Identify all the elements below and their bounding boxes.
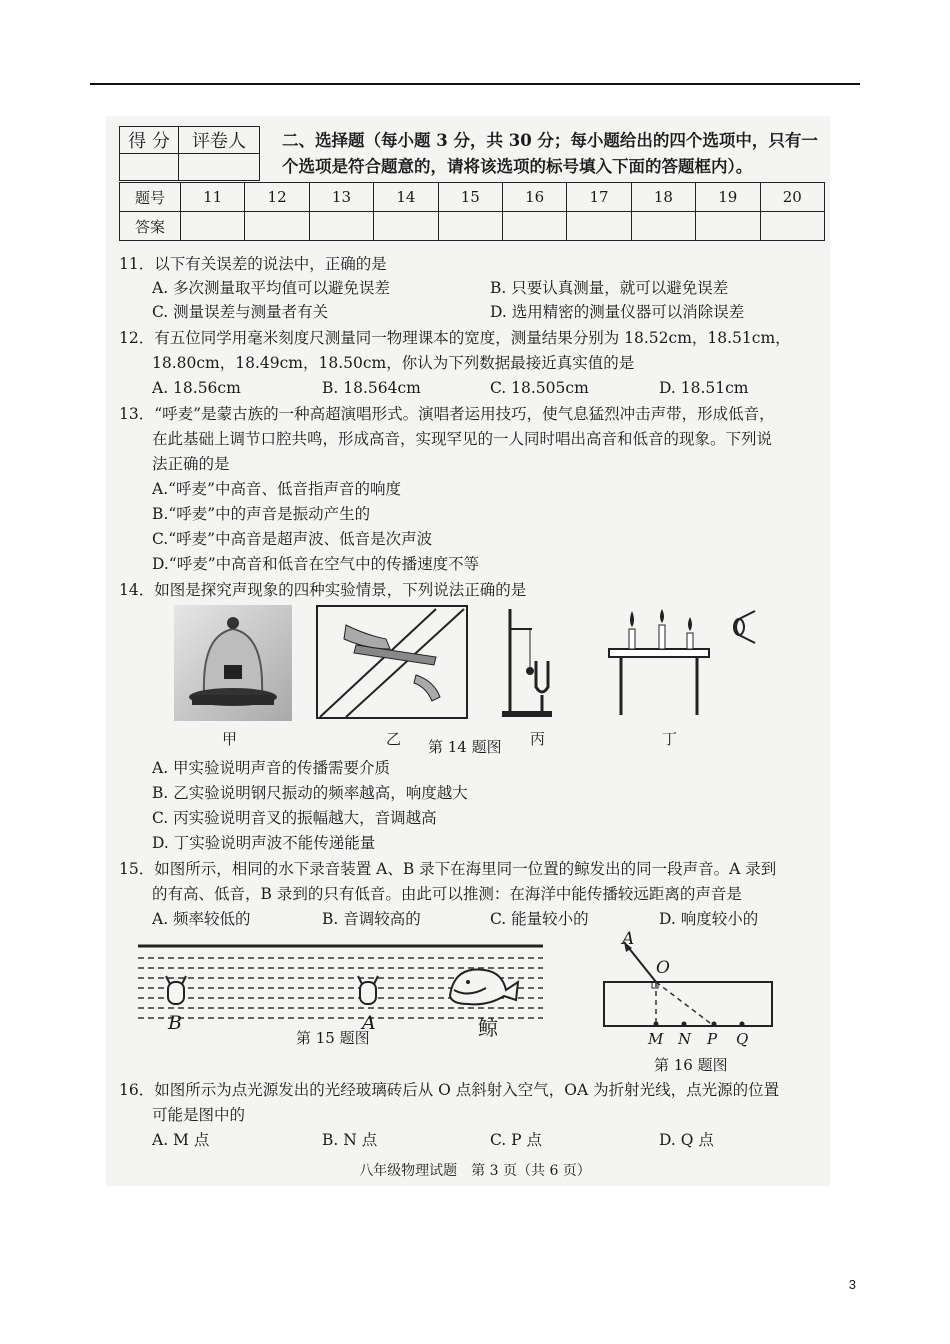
q15-stem-2: 的有高、低音，B 录到的只有低音。由此可以推测：在海洋中能传播较远距离的声音是: [152, 885, 742, 903]
qnum-cell: 18: [631, 183, 695, 212]
fig16-caption: 第 16 题图: [654, 1056, 728, 1074]
q16-option-d: D. Q 点: [659, 1131, 714, 1149]
q15-option-a: A. 频率较低的: [152, 910, 251, 928]
q13-option-d: D.“呼麦”中高音和低音在空气中的传播速度不等: [152, 555, 480, 573]
score-label: 得 分: [120, 127, 179, 154]
answer-cell[interactable]: [567, 212, 631, 241]
qnum-cell: 14: [374, 183, 438, 212]
answer-table: [119, 182, 825, 241]
qnum-cell: 15: [438, 183, 502, 212]
q11-stem: 11．以下有关误差的说法中，正确的是: [119, 255, 387, 273]
section-title-line2: 个选项是符合题意的，请将该选项的标号填入下面的答题框内）。: [282, 157, 753, 176]
q13-option-a: A.“呼麦”中高音、低音指声音的响度: [152, 480, 401, 498]
fig15-label-whale: 鲸: [478, 1016, 498, 1040]
fig16-point-m: M: [648, 1030, 664, 1048]
fig15-label-b: B: [168, 1012, 182, 1034]
score-box: [119, 126, 260, 181]
qnum-cell: 20: [760, 183, 824, 212]
q13-option-c: C.“呼麦”中高音是超声波、低音是次声波: [152, 530, 433, 548]
q16-option-a: A. M 点: [152, 1131, 210, 1149]
q12-option-c: C. 18.505cm: [490, 379, 589, 397]
answer-cell[interactable]: [309, 212, 373, 241]
bell-jar-photo: [174, 605, 292, 721]
q12-option-b: B. 18.564cm: [322, 379, 421, 397]
q13-stem-3: 法正确的是: [152, 455, 230, 473]
q11-option-c: C. 测量误差与测量者有关: [152, 303, 329, 321]
q15-stem-1: 15．如图所示，相同的水下录音装置 A、B 录下在海里同一位置的鲸发出的同一段声音。A 录到: [119, 860, 777, 878]
q16-stem-2: 可能是图中的: [152, 1106, 246, 1124]
q12-option-a: A. 18.56cm: [152, 379, 241, 397]
q14-option-d: D. 丁实验说明声波不能传递能量: [152, 834, 376, 852]
q14-option-b: B. 乙实验说明钢尺振动的频率越高，响度越大: [152, 784, 468, 802]
fig14-caption: 第 14 题图: [428, 738, 502, 756]
answer-cell[interactable]: [696, 212, 760, 241]
grader-label: 评卷人: [179, 127, 260, 154]
answer-cell[interactable]: [181, 212, 245, 241]
fig14-label-bing: 丙: [530, 730, 546, 748]
fig16-label-o: O: [656, 958, 670, 978]
page-footer: 八年级物理试题 第 3 页（共 6 页）: [359, 1163, 591, 1179]
grader-cell: [179, 154, 260, 181]
answer-cell[interactable]: [374, 212, 438, 241]
ruler-diagram: [316, 605, 468, 719]
fig15-caption: 第 15 题图: [296, 1029, 370, 1047]
q16-option-c: C. P 点: [490, 1131, 543, 1149]
row-label-answer: 答案: [120, 212, 181, 241]
fig16-point-p: P: [707, 1030, 718, 1048]
q12-stem-2: 18.80cm，18.49cm，18.50cm，你认为下列数据最接近真实值的是: [152, 354, 635, 372]
q15-option-b: B. 音调较高的: [322, 910, 421, 928]
fig16-point-n: N: [678, 1030, 692, 1048]
fig16-point-q: Q: [736, 1030, 749, 1048]
q14-option-a: A. 甲实验说明声音的传播需要介质: [152, 759, 391, 777]
answer-cell[interactable]: [760, 212, 824, 241]
qnum-cell: 13: [309, 183, 373, 212]
qnum-cell: 17: [567, 183, 631, 212]
row-label-number: 题号: [120, 183, 181, 212]
q11-option-a: A. 多次测量取平均值可以避免误差: [152, 279, 391, 297]
fig16-label-a: A: [622, 929, 635, 949]
answer-cell[interactable]: [245, 212, 309, 241]
q14-option-c: C. 丙实验说明音叉的振幅越大，音调越高: [152, 809, 437, 827]
qnum-cell: 19: [696, 183, 760, 212]
q15-option-d: D. 响度较小的: [659, 910, 759, 928]
q11-option-b: B. 只要认真测量，就可以避免误差: [490, 279, 729, 297]
candles-speaker-diagram: [605, 605, 761, 719]
answer-cell[interactable]: [502, 212, 566, 241]
section-title: [282, 128, 830, 180]
q16-option-b: B. N 点: [322, 1131, 378, 1149]
answer-cell[interactable]: [438, 212, 502, 241]
fig15-label-a: A: [362, 1012, 376, 1034]
score-cell: [120, 154, 179, 181]
q11-option-d: D. 选用精密的测量仪器可以消除误差: [490, 303, 745, 321]
header-rule: [90, 83, 860, 85]
fig14-label-jia: 甲: [222, 730, 238, 748]
fig14-label-ding: 丁: [662, 730, 678, 748]
fig14-label-yi: 乙: [386, 730, 402, 748]
qnum-cell: 16: [502, 183, 566, 212]
q16-stem-1: 16．如图所示为点光源发出的光经玻璃砖后从 O 点斜射入空气，OA 为折射光线，点光源的位置: [119, 1081, 780, 1099]
q15-option-c: C. 能量较小的: [490, 910, 589, 928]
q13-stem-2: 在此基础上调节口腔共鸣，形成高音，实现罕见的一人同时唱出高音和低音的现象。下列说: [152, 430, 773, 448]
page-number: 3: [848, 1277, 856, 1292]
section-title-line1: 二、选择题（每小题 3 分，共 30 分；每小题给出的四个选项中，只有一: [282, 131, 818, 150]
q12-option-d: D. 18.51cm: [659, 379, 749, 397]
q14-stem: 14．如图是探究声现象的四种实验情景，下列说法正确的是: [119, 581, 527, 599]
q13-option-b: B.“呼麦”中的声音是振动产生的: [152, 505, 371, 523]
qnum-cell: 11: [181, 183, 245, 212]
answer-cell[interactable]: [631, 212, 695, 241]
q13-stem-1: 13．“呼麦”是蒙古族的一种高超演唱形式。演唱者运用技巧，使气息猛烈冲击声带，形成低音，: [119, 405, 775, 423]
qnum-cell: 12: [245, 183, 309, 212]
tuning-fork-diagram: [500, 605, 560, 719]
q12-stem-1: 12．有五位同学用毫米刻度尺测量同一物理课本的宽度，测量结果分别为 18.52cm，18.51cm，: [119, 329, 791, 347]
